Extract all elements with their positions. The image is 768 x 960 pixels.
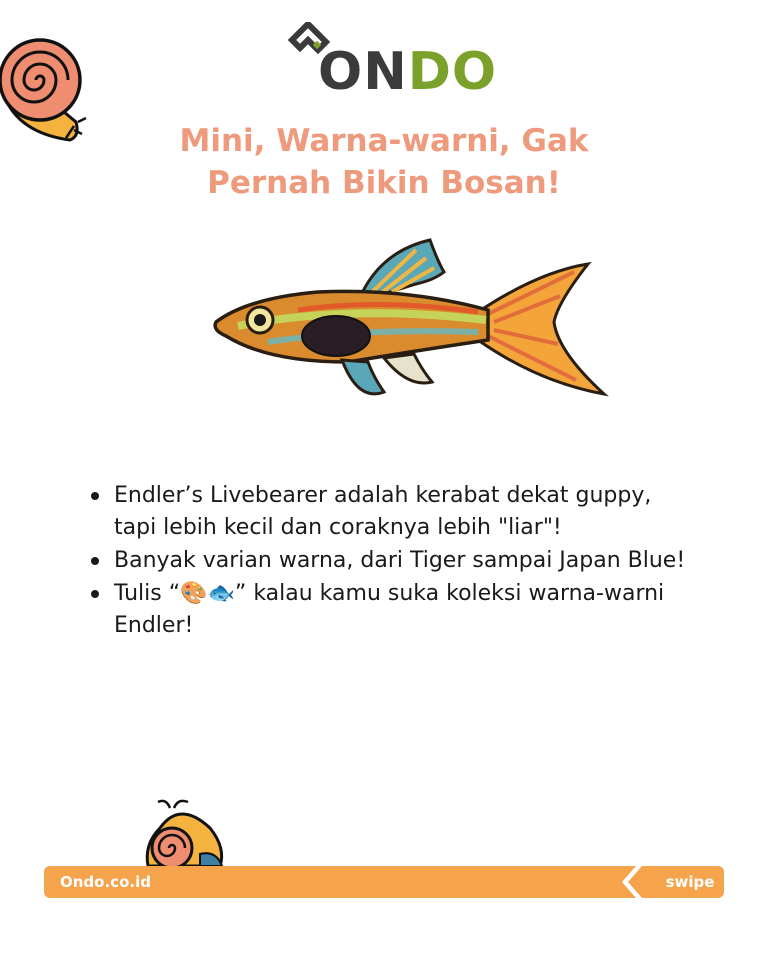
list-item-text-before: Tulis “ bbox=[114, 581, 181, 606]
list-item bbox=[90, 480, 690, 544]
chevron-left-icon bbox=[612, 862, 652, 902]
facts-list bbox=[90, 480, 690, 643]
footer-website-link[interactable]: Ondo.co.id bbox=[60, 873, 151, 891]
brand-logo bbox=[288, 20, 498, 102]
list-item bbox=[90, 545, 690, 577]
list-item-text: Banyak varian warna, dari Tiger sampai Japan Blue! bbox=[114, 548, 686, 573]
palette-fish-emoji-icon: 🎨🐟 bbox=[180, 581, 235, 606]
footer-bar bbox=[44, 866, 724, 898]
headline-line-2: Pernah Bikin Bosan! bbox=[207, 165, 561, 201]
list-item-text-after: ” kalau kamu suka koleksi warna-warni Endler! bbox=[114, 581, 665, 638]
endler-fish-illustration bbox=[208, 232, 618, 414]
headline-line-1: Mini, Warna-warni, Gak bbox=[179, 123, 589, 159]
list-item-text: Endler’s Livebearer adalah kerabat dekat guppy, tapi lebih kecil dan coraknya lebih "liar"! bbox=[114, 483, 652, 540]
snail-icon bbox=[140, 798, 230, 872]
brand-wordmark bbox=[318, 42, 497, 102]
list-item bbox=[90, 578, 690, 642]
snail-icon bbox=[0, 22, 90, 142]
logo-text-on: ON bbox=[318, 42, 408, 102]
page-headline bbox=[84, 120, 684, 204]
swipe-button[interactable]: swipe bbox=[665, 873, 715, 891]
logo-text-do: DO bbox=[407, 42, 498, 102]
